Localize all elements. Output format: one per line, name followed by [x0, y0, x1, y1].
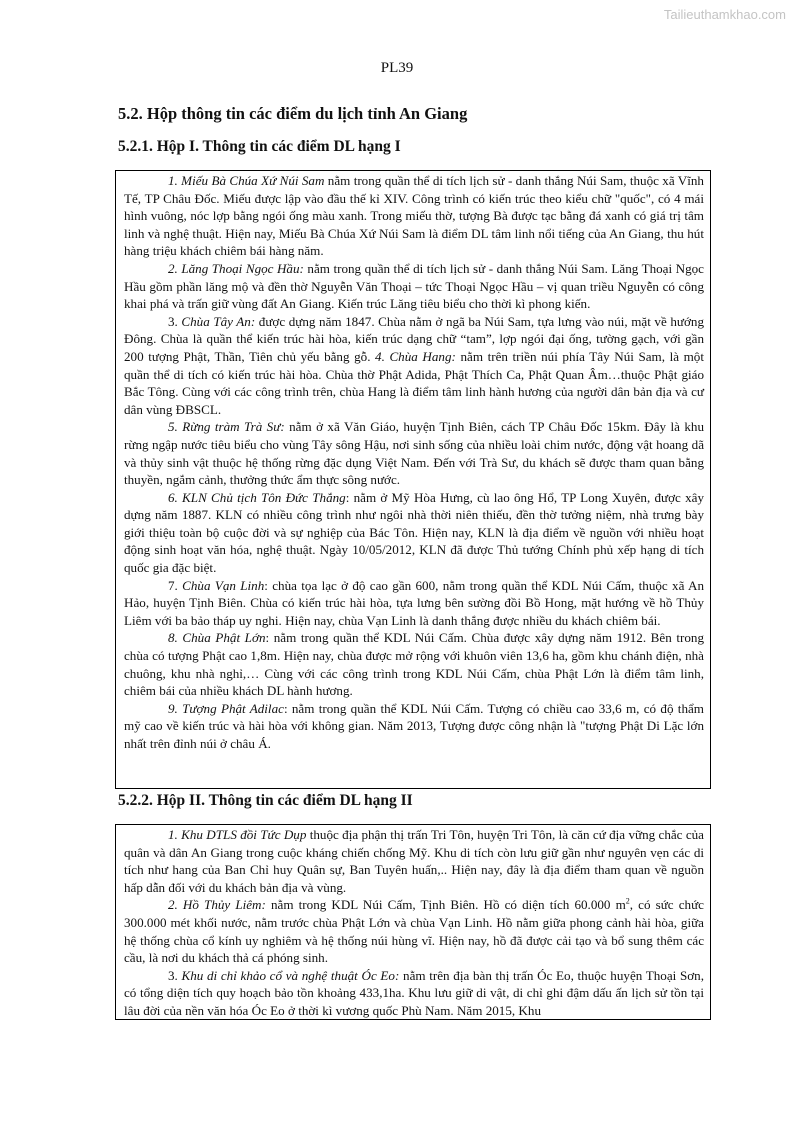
superscript: 2	[625, 897, 630, 907]
item-text: nằm trên địa bàn thị trấn Óc Eo, thuộc huyện Thoại Sơn, có tổng diện tích quy hoạch bảo tồn khoảng 433,1ha. Khu lưu giữ di vật, di chỉ ghi đậm dấu ấn lịch sử tồn tại lâu đời của nền văn hóa Óc Eo ở thời kì vương quốc Phù Nam. Năm 2015, Khu	[124, 967, 704, 1018]
item-title: 1. Khu DTLS đồi Tức Dụp	[168, 827, 307, 842]
item-text: được dựng năm 1847. Chùa nằm ở ngã ba Núi Sam, tựa lưng vào núi, mặt về hướng Đông. Chùa là quần thể kiến trúc hài hòa, kiến trúc dạng chữ “tam”, lợp ngói đại ống, tường gạch, với gần 200 tượng Phật, Thần, Tiên chủ yếu bằng gỗ.	[124, 313, 705, 364]
info-box-rank-2	[115, 824, 711, 1020]
item-text: nằm trong KDL Núi Cấm, Tịnh Biên. Hồ có diện tích 60.000 m	[265, 897, 626, 913]
item-title: 2. Lăng Thoại Ngọc Hầu:	[168, 260, 304, 276]
box2-heading: 5.2.2. Hộp II. Thông tin các điểm DL hạng II	[118, 792, 413, 809]
item-title: 4. Chùa Hang:	[375, 348, 456, 364]
item-title: 2. Hồ Thủy Liêm:	[168, 897, 266, 913]
item-title: Chùa Vạn Linh	[182, 577, 265, 593]
info-box-rank-1	[115, 170, 711, 789]
list-item	[124, 967, 704, 1020]
item-title: 8. Chùa Phật Lớn	[168, 630, 266, 646]
section-title: 5.2. Hộp thông tin các điểm du lịch tỉnh An Giang	[118, 104, 468, 123]
list-item	[124, 700, 704, 753]
page-number: PL39	[380, 60, 414, 76]
list-item	[124, 629, 704, 699]
item-title: 1. Miếu Bà Chúa Xứ Núi Sam	[168, 173, 325, 188]
item-text: , có sức chức 300.000 mét khối nước, nằm trước chùa Phật Lớn và chùa Vạn Linh. Hồ nằm giữa phong cảnh hài hòa, giữa hệ thống chùa cổ kính uy nghiêm và hệ thống núi hùng vĩ. Hiện nay, hồ đã được cải tạo và bổ sung thêm các cầu, là nơi du khách thả cá phóng sinh.	[124, 897, 704, 966]
list-item	[124, 896, 704, 966]
list-item	[124, 313, 704, 419]
item-title: Chùa Tây An:	[181, 313, 256, 329]
list-item	[124, 489, 704, 577]
item-text: : nằm ở Mỹ Hòa Hưng, cù lao ông Hổ, TP Long Xuyên, được xây dựng năm 1887. KLN có nhiều công trình như ngôi nhà thời niên thiếu, đền thờ tưởng niệm, nhà trưng bày giới thiệu toàn bộ cuộc đời và sự nghiệp của Bác Tôn. Hiện nay, KLN là địa điểm về nguồn với nhiều hoạt động sinh hoạt văn hóa, nghệ thuật. Ngày 10/05/2012, KLN đã được Thủ tướng Chính phủ xếp hạng di tích quốc gia đặc biệt.	[124, 489, 704, 576]
item-text: : nằm trong quần thể KDL Núi Cấm. Tượng có chiều cao 33,6 m, có độ thẩm mỹ cao về kiến trúc và hài hòa với không gian. Năm 2013, Tượng được công nhận là "tượng Phật Di Lặc lớn nhất trên đỉnh núi ở châu Á.	[124, 700, 704, 751]
item-title: Khu di chỉ khảo cổ và nghệ thuật Óc Eo:	[181, 967, 400, 983]
item-text: : nằm trong quần thể KDL Núi Cấm. Chùa được xây dựng năm 1912. Bên trong chùa có tượng Phật cao 1,8m. Hiện nay, chùa được mở rộng với khuôn viên 13,6 ha, gồm khu chánh điện, nhà chuông, khu nhà nghỉ,… Cùng với các công trình trong KDL Núi Cấm, chùa Phật Lớn là điểm tâm linh, chiêm bái của nhiều khách DL hành hương.	[124, 630, 704, 699]
item-text: : chùa tọa lạc ở độ cao gần 600, nằm trong quần thể KDL Núi Cấm, thuộc xã An Hảo, huyện Tịnh Biên. Chùa có kiến trúc hài hòa, tựa lưng bên sường đồi Bồ Hong, mặt hướng về hồ Thủy Liêm với ba bảo tháp uy nghi. Hiện nay, chùa Vạn Linh là danh thắng được nhiều du khách chiêm bái.	[124, 577, 705, 628]
list-item	[124, 577, 704, 630]
item-text: thuộc địa phận thị trấn Tri Tôn, huyện Tri Tôn, là căn cứ địa vững chắc của quân và dân An Giang trong cuộc kháng chiến chống Mỹ. Khu di tích còn lưu giữ gần như nguyên vẹn các di tích như hang của Ban Chỉ huy Quân sự, Ban Tuyên huấn,.. Hiện nay, đây là địa điểm tham quan về nguồn hấp dẫn đối với du khách bản địa và vùng.	[124, 827, 704, 895]
box1-heading: 5.2.1. Hộp I. Thông tin các điểm DL hạng I	[118, 138, 401, 155]
list-item	[124, 826, 704, 896]
item-text: nằm ở xã Văn Giáo, huyện Tịnh Biên, cách TP Châu Đốc 15km. Đây là khu rừng ngập nước tiêu biểu cho vùng Tây sông Hậu, nơi sinh sống của nhiều loài chim nước, động vật hoang dã và thủy sinh vật thuộc hệ thống rừng đặc dụng Việt Nam. Đến với Trà Sư, du khách sẽ được tham quan bằng thuyền, ngắm cảnh, thưởng thức ẩm thực sông nước.	[124, 419, 705, 488]
item-number: 3.	[168, 967, 182, 983]
item-title: 9. Tượng Phật Adilac	[168, 700, 284, 716]
list-item	[124, 172, 704, 260]
item-number: 7.	[168, 577, 183, 593]
watermark: Tailieuthamkhao.com	[663, 7, 786, 22]
list-item	[124, 418, 704, 488]
item-number: 3.	[168, 313, 182, 329]
item-title: 5. Rừng tràm Trà Sư:	[168, 419, 285, 435]
item-text: nằm trong quần thể di tích lịch sử - danh thắng Núi Sam. Lăng Thoại Ngọc Hầu gồm phần lăng mộ và đền thờ Nguyễn Văn Thoại – tức Thoại Ngọc Hầu – vị quan triều Nguyễn có công khai phá và trấn giữ vùng đất An Giang. Kiến trúc Lăng tiêu biểu cho thời kì phong kiến.	[124, 260, 704, 312]
item-text: nằm trên triền núi phía Tây Núi Sam, là một quần thể di tích có kiến trúc hài hòa. Chùa thờ Phật Adida, Phật Thích Ca, Phật Quan Âm…thuộc Phật giáo Bắc Tông. Cùng với các công trình trên, chùa Hang là điểm tâm linh hành hương của người dân bản địa và cư dân vùng ĐBSCL.	[124, 348, 704, 417]
list-item	[124, 260, 704, 313]
item-text: nằm trong quần thể di tích lịch sử - danh thắng Núi Sam, thuộc xã Vĩnh Tế, TP Châu Đốc. Miếu được lập vào đầu thế kỉ XIV. Công trình có kiến trúc theo kiểu chữ "quốc", có 4 mái hình vuông, nóc lợp bằng ngói ống màu xanh. Trong miếu thờ, tượng Bà được tạc bằng đá xanh có giá trị tâm linh và nghệ thuật. Hiện nay, Miếu Bà Chúa Xứ Núi Sam là điểm DL tâm linh nổi tiếng của An Giang, thu hút hàng triệu khách chiêm bái hàng năm.	[124, 173, 704, 259]
item-title: 6. KLN Chủ tịch Tôn Đức Thắng	[168, 489, 346, 505]
